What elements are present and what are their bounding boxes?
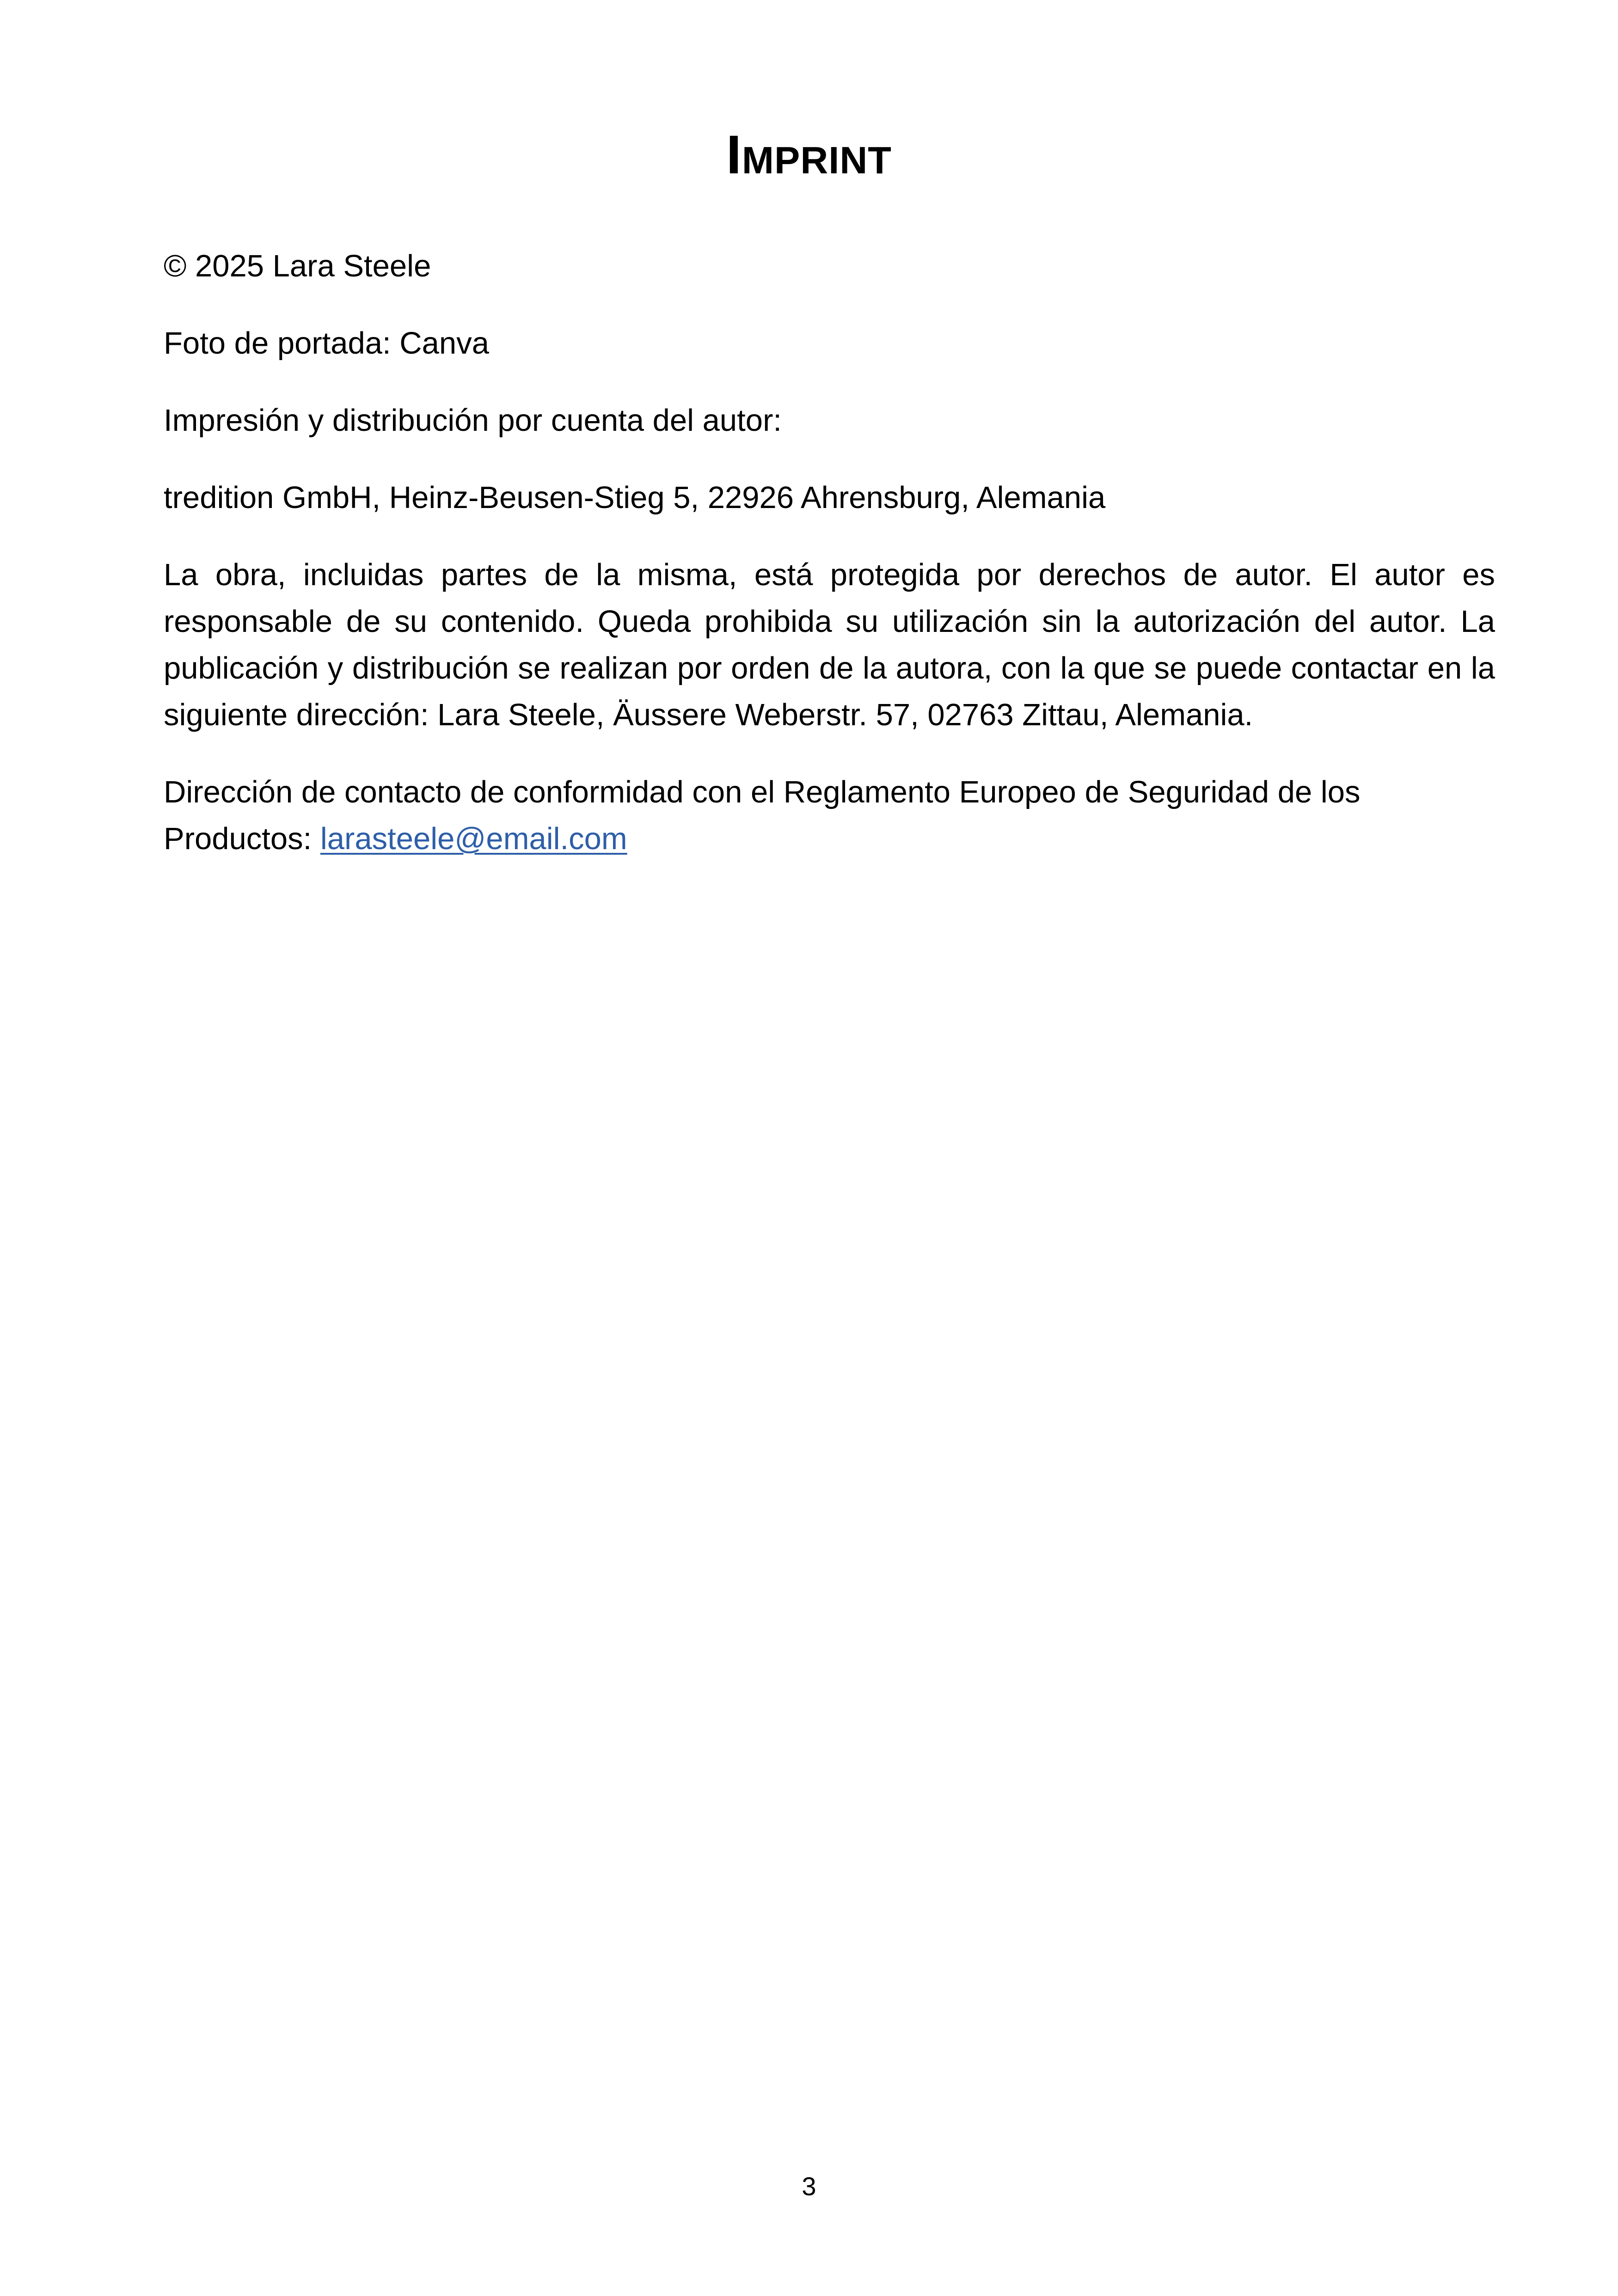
- contact-email-link[interactable]: larasteele@email.com: [320, 821, 627, 856]
- contact-paragraph: [164, 769, 1495, 862]
- cover-photo-credit: Foto de portada: Canva: [164, 326, 489, 361]
- printing-distribution-label: Impresión y distribución por cuenta del autor:: [164, 403, 782, 438]
- publisher-address: tredition GmbH, Heinz-Beusen-Stieg 5, 22926 Ahrensburg, Alemania: [164, 480, 1106, 515]
- imprint-content: [164, 243, 1495, 893]
- contact-text: Dirección de contacto de conformidad con el Reglamento Europeo de Seguridad de los Productos:: [164, 775, 1361, 856]
- rights-paragraph: La obra, incluidas partes de la misma, está protegida por derechos de autor. El autor es responsable de su contenido. Queda prohibida su utilización sin la autorización del autor. La publicación y distribución se realizan por orden de la autora, con la que se puede contactar en la siguiente dirección: Lara Steele, Äussere Weberstr. 57, 02763 Zittau, Alemania.: [164, 557, 1495, 732]
- page-title: Imprint: [726, 124, 892, 185]
- copyright-line: © 2025 Lara Steele: [164, 249, 431, 283]
- page-number: 3: [802, 2172, 816, 2201]
